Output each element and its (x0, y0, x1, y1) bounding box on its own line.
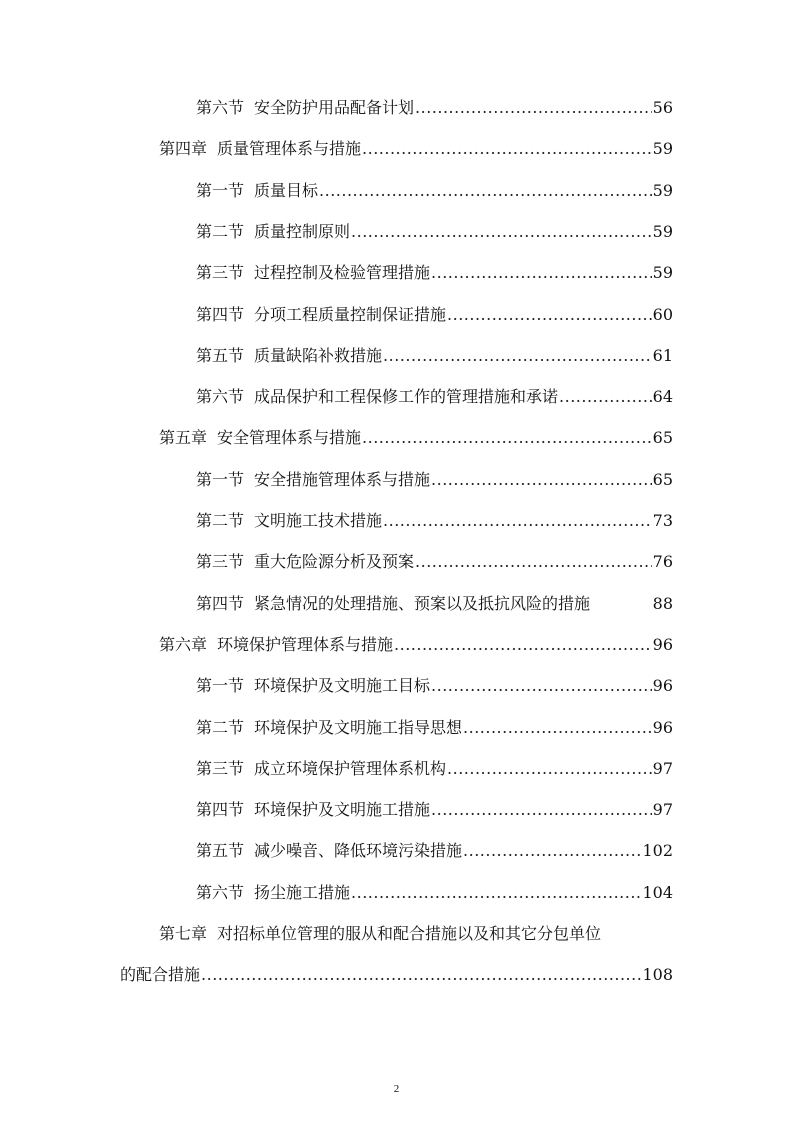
toc-entry-title: 减少噪音、降低环境污染措施 (254, 841, 463, 860)
toc-entry-title: 成立环境保护管理体系机构 (254, 759, 447, 778)
toc-dot-leader (431, 470, 652, 490)
toc-entry[interactable] (196, 462, 673, 490)
toc-entry-number: 第三节 (196, 263, 245, 282)
toc-entry-number: 第四节 (196, 305, 245, 324)
toc-entry-number: 第五节 (196, 841, 245, 860)
toc-dot-leader (447, 305, 652, 325)
toc-entry-title: 安全措施管理体系与措施 (254, 470, 431, 489)
toc-entry-title: 重大危险源分析及预案 (254, 552, 415, 571)
toc-entry-title: 质量缺陷补救措施 (254, 346, 383, 365)
toc-entry-number: 第三节 (196, 552, 245, 571)
toc-dot-leader (351, 883, 641, 903)
toc-entry-page: 65 (652, 470, 673, 489)
toc-entry-title: 过程控制及检验管理措施 (254, 263, 431, 282)
toc-entry[interactable] (196, 255, 673, 283)
toc-entry-title: 质量控制原则 (254, 222, 351, 241)
toc-entry-title: 扬尘施工措施 (254, 883, 351, 902)
toc-entry-title: 环境保护及文明施工目标 (254, 676, 431, 695)
toc-entry[interactable] (196, 710, 673, 738)
toc-entry-page: 96 (652, 718, 673, 737)
toc-entry-title: 分项工程质量控制保证措施 (254, 305, 447, 324)
toc-entry-page: 102 (642, 841, 673, 860)
toc-dot-leader (415, 98, 652, 118)
toc-dot-leader (431, 676, 652, 696)
toc-entry-number: 第四章 (159, 139, 208, 158)
toc-entry-number: 第四节 (196, 800, 245, 819)
toc-entry-page: 97 (652, 759, 673, 778)
toc-entry-page: 56 (652, 98, 673, 117)
toc-entry[interactable] (159, 131, 673, 159)
toc-entry-number: 第二节 (196, 511, 245, 530)
toc-entry-page: 96 (652, 635, 673, 654)
toc-entry[interactable] (196, 875, 673, 903)
toc-entry-number: 第六节 (196, 98, 245, 117)
toc-entry-page: 59 (652, 139, 673, 158)
toc-entry-page: 59 (652, 181, 673, 200)
toc-entry[interactable] (196, 586, 673, 614)
toc-entry[interactable] (196, 751, 673, 779)
toc-entry-number: 第六章 (159, 635, 208, 654)
toc-dot-leader (351, 222, 652, 242)
toc-entry-number: 第一节 (196, 676, 245, 695)
toc-entry-number: 第二节 (196, 718, 245, 737)
page-number: 2 (393, 1083, 400, 1095)
toc-dot-leader (383, 346, 652, 366)
toc-entry-page: 76 (652, 552, 673, 571)
toc-entry[interactable] (196, 338, 673, 366)
toc-entry[interactable] (196, 297, 673, 325)
toc-entry-number: 第一节 (196, 181, 245, 200)
toc-entry[interactable] (159, 420, 673, 448)
toc-entry[interactable] (159, 916, 673, 944)
toc-entry-page: 65 (652, 428, 673, 447)
toc-dot-leader (463, 718, 652, 738)
toc-dot-leader (447, 759, 652, 779)
toc-dot-leader (559, 387, 652, 407)
toc-entry-title: 文明施工技术措施 (254, 511, 383, 530)
toc-dot-leader (319, 181, 652, 201)
toc-entry-number: 第五节 (196, 346, 245, 365)
toc-dot-leader (415, 552, 652, 572)
toc-entry-number: 第六节 (196, 387, 245, 406)
toc-entry-number: 第七章 (159, 924, 208, 943)
toc-entry[interactable] (120, 957, 673, 985)
toc-entry-number: 第二节 (196, 222, 245, 241)
toc-entry-title: 紧急情况的处理措施、预案以及抵抗风险的措施 (254, 594, 591, 613)
toc-dot-leader (394, 635, 652, 655)
toc-entry-number: 第五章 (159, 428, 208, 447)
toc-entry[interactable] (196, 668, 673, 696)
toc-entry-page: 64 (652, 387, 673, 406)
toc-entry[interactable] (196, 503, 673, 531)
toc-entry-page: 73 (652, 511, 673, 530)
toc-entry-page: 108 (642, 965, 673, 984)
toc-entry-page: 88 (652, 594, 673, 613)
toc-entry[interactable] (196, 90, 673, 118)
toc-entry[interactable] (196, 792, 673, 820)
toc-entry-page: 59 (652, 263, 673, 282)
toc-entry[interactable] (196, 173, 673, 201)
toc-entry-number: 第六节 (196, 883, 245, 902)
toc-dot-leader (201, 965, 641, 985)
toc-entry[interactable] (196, 833, 673, 861)
toc-entry-title: 环境保护及文明施工指导思想 (254, 718, 463, 737)
toc-entry[interactable] (196, 379, 673, 407)
toc-entry-number: 第三节 (196, 759, 245, 778)
toc-entry-title: 的配合措施 (120, 965, 201, 984)
toc-entry-page: 104 (642, 883, 673, 902)
toc-entry-page: 59 (652, 222, 673, 241)
toc-entry-page: 97 (652, 800, 673, 819)
toc-entry-title: 成品保护和工程保修工作的管理措施和承诺 (254, 387, 559, 406)
toc-entry-title: 环境保护及文明施工措施 (254, 800, 431, 819)
toc-dot-leader (383, 511, 652, 531)
toc-entry-title: 质量目标 (254, 181, 319, 200)
toc-entry-title: 安全管理体系与措施 (217, 428, 362, 447)
toc-entry[interactable] (159, 627, 673, 655)
toc-entry[interactable] (196, 544, 673, 572)
toc-entry-number: 第一节 (196, 470, 245, 489)
toc-entry-title: 环境保护管理体系与措施 (217, 635, 394, 654)
toc-entry-page: 61 (652, 346, 673, 365)
toc-entry-page: 60 (652, 305, 673, 324)
toc-dot-leader (362, 428, 652, 448)
toc-entry[interactable] (196, 214, 673, 242)
toc-dot-leader (463, 841, 641, 861)
toc-entry-title: 对招标单位管理的服从和配合措施以及和其它分包单位 (217, 924, 602, 943)
toc-dot-leader (431, 263, 652, 283)
toc-entry-title: 安全防护用品配备计划 (254, 98, 415, 117)
toc-entry-number: 第四节 (196, 594, 245, 613)
toc-dot-leader (362, 139, 652, 159)
toc-dot-leader (431, 800, 652, 820)
toc-entry-page: 96 (652, 676, 673, 695)
toc-entry-title: 质量管理体系与措施 (217, 139, 362, 158)
